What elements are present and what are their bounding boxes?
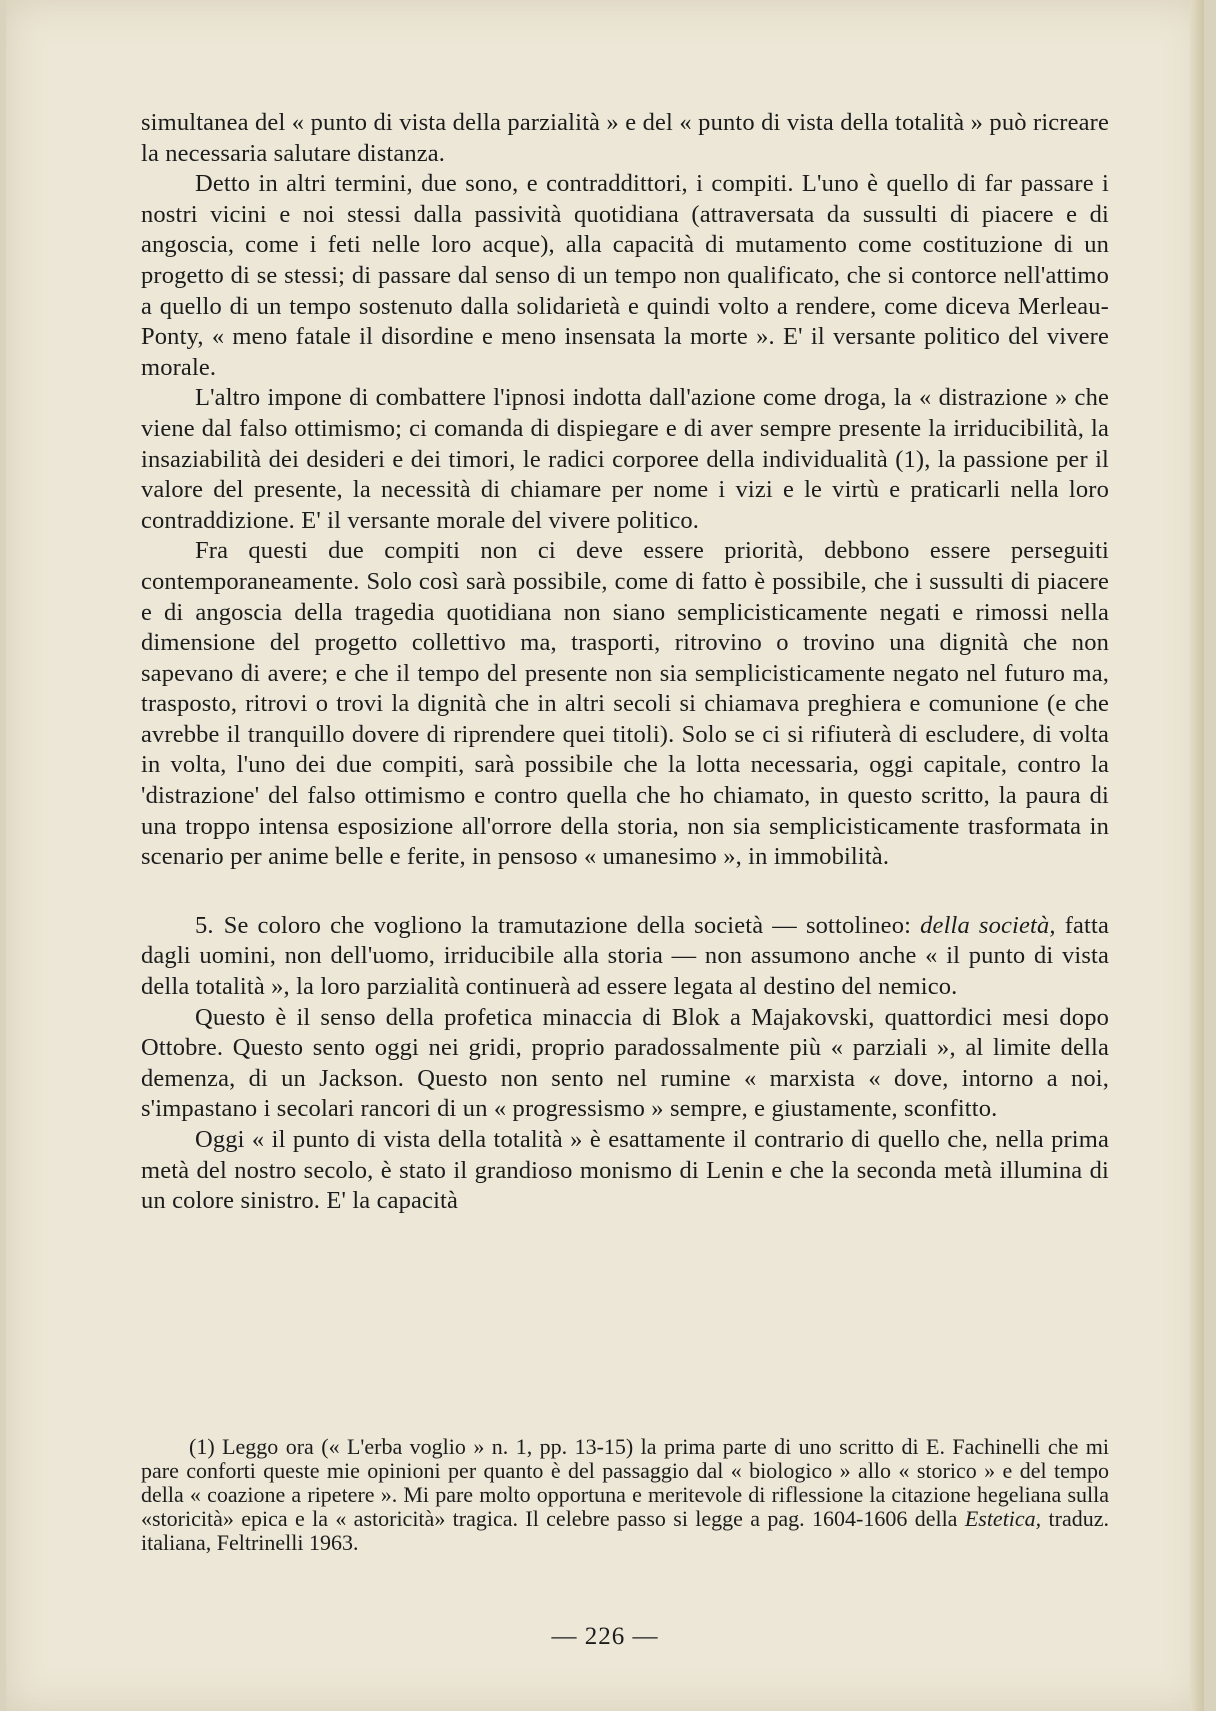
section-5-emphasis: della società,: [920, 911, 1056, 939]
footnote-main: (1) Leggo ora (« L'erba voglio » n. 1, pp. 13-15) la prima parte di uno scritto di E. Fachinelli che mi pare conforti queste mie opinioni per quanto è del passaggio dal « biologico » allo « storico » e del tempo della « coazione a ripetere ». Mi pare molto opportuna e meritevole di riflessione la citazione hegeliana sulla «storicità» epica e la « astoricità» tragica. Il celebre passo si legge a pag. 1604-1606 della: [141, 1434, 1109, 1531]
section-number: 5.: [195, 911, 214, 939]
footnote-title: Estetica,: [964, 1506, 1042, 1531]
section-5-lead: Se coloro che vogliono la tramutazione della società — sottolineo:: [223, 911, 912, 939]
page-edge-shadow: [1190, 0, 1204, 1711]
paragraph: L'altro impone di combattere l'ipnosi indotta dall'azione come droga, la « distrazione » che viene dal falso ottimismo; ci comanda di dispiegare e di aver sempre presente la irriducibilità, la insaziabilità dei desideri e dei timori, le radici corporee della individualità (1), la passione per il valore del presente, la necessità di chiamare per nome i vizi e le virtù e praticarli nella loro contraddizione. E' il versante morale del vivere politico.: [141, 384, 1109, 534]
section-spacer: [141, 873, 1109, 911]
book-page: [6, 0, 1204, 1711]
body-text: [141, 108, 1109, 1217]
footnote: [141, 1435, 1109, 1555]
paragraph: Detto in altri termini, due sono, e contraddittori, i compiti. L'uno è quello di far passare i nostri vicini e noi stessi dalla passività quotidiana (attraversata da sussulti di piacere e di angoscia, come i feti nelle loro acque), alla capacità di mutamento come costituzione di un progetto di se stessi; di passare dal senso di un tempo non qualificato, che si contorce nell'attimo a quello di un tempo sostenuto dalla solidarietà e quindi volto a rendere, come diceva Merleau-Ponty, « meno fatale il disordine e meno insensata la morte ». E' il versante politico del vivere morale.: [141, 170, 1109, 381]
page-number: — 226 —: [551, 1623, 659, 1650]
paragraph-continuation: simultanea del « punto di vista della parzialità » e del « punto di vista della totalità » può ricreare la necessaria salutare distanza.: [141, 109, 1109, 167]
section-5-rest: fatta dagli uomini, non dell'uomo, irriducibile alla storia — non assumono anche « il punto di vista della totalità », la loro parzialità continuerà ad essere legata al destino del nemico.: [141, 911, 1109, 1001]
paragraph: Fra questi due compiti non ci deve essere priorità, debbono essere perseguiti contemporaneamente. Solo così sarà possibile, come di fatto è possibile, che i sussulti di piacere e di angoscia della tragedia quotidiana non siano semplicisticamente negati e rimossi nella dimensione del progetto collettivo ma, trasporti, ritrovino o trovino una dignità che non sapevano di avere; e che il tempo del presente non sia semplicisticamente negato nel futuro ma, trasposto, ritrovi o trovi la dignità che in altri secoli si chiamava preghiera e comunione (e che avrebbe il tranquillo dovere di riprendere quei titoli). Solo se ci si rifiuterà di escludere, di volta in volta, l'uno dei due compiti, sarà possibile che la lotta necessaria, oggi capitale, contro la 'distrazione' del falso ottimismo e contro quella che ho chiamato, in questo scritto, la paura di una troppo intensa esposizione all'orrore della storia, non sia semplicisticamente trasformata in scenario per anime belle e ferite, in pensoso « umanesimo », in immobilità.: [141, 537, 1109, 871]
footnote-tail: traduz. italiana, Feltrinelli 1963.: [141, 1506, 1110, 1555]
paragraph: Oggi « il punto di vista della totalità » è esattamente il contrario di quello che, nella prima metà del nostro secolo, è stato il grandioso monismo di Lenin e che la seconda metà illumina di un colore sinistro. E' la capacità: [141, 1126, 1109, 1215]
paragraph: Questo è il senso della profetica minaccia di Blok a Majakovski, quattordici mesi dopo Ottobre. Questo sento oggi nei gridi, proprio paradossalmente più « parziali », al limite della demenza, di un Jackson. Questo non sento nel rumine « marxista « dove, intorno a noi, s'impastano i secolari rancori di un « progressismo » sempre, e giustamente, sconfitto.: [141, 1003, 1109, 1123]
footnote-text: [141, 1435, 1109, 1555]
section-5-paragraph: [141, 911, 1109, 1003]
